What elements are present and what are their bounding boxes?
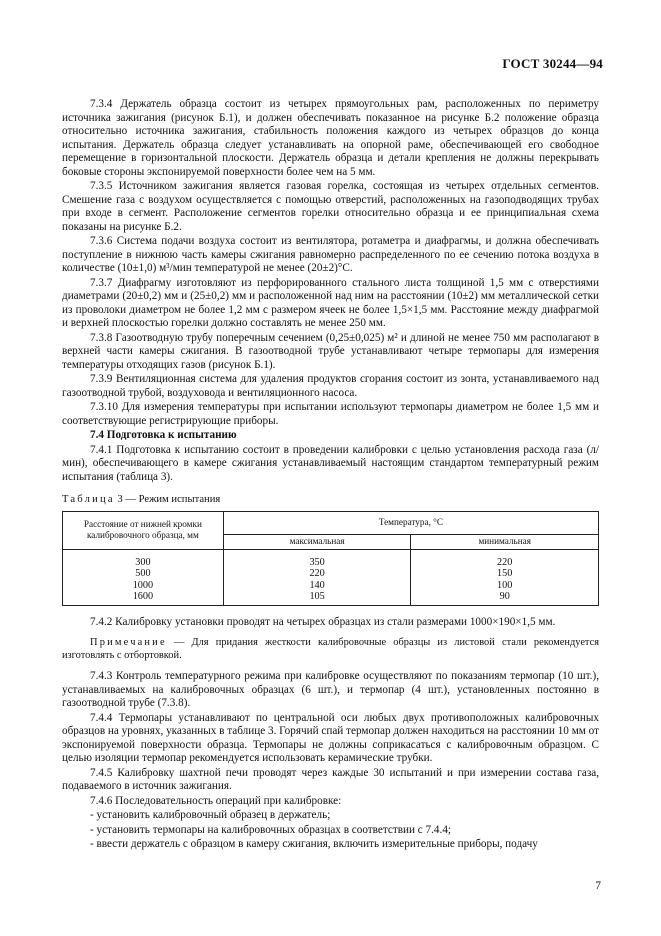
cell-distance: 1600 bbox=[63, 591, 224, 605]
paragraph-7-4-4: 7.4.4 Термопары устанавливают по центральной оси любых двух противоположных калибровочных образцов на уровнях, указанных в таблице 3. Горячий спай термопар должен находиться на расстоянии 10 мм от экспонируемой поверхности образца. Термопары не должны соприкасаться с калибровочным образцом. С целью изоляции термопар рекомендуется использовать керамические трубки. bbox=[62, 711, 599, 764]
paragraph-7-4-1: 7.4.1 Подготовка к испытанию состоит в проведении калибровки с целью установления расхода газа (л/мин), обеспечивающего в камере сжигания устанавливаемый настоящим стандартом температурный режим испытания (таблица 3). bbox=[62, 443, 599, 483]
cell-min: 100 bbox=[411, 580, 599, 592]
cell-min: 150 bbox=[411, 568, 599, 580]
list-item: - установить калибровочный образец в держатель; bbox=[90, 809, 331, 821]
test-mode-table bbox=[62, 511, 599, 606]
header-temperature: Температура, °С bbox=[223, 511, 598, 534]
cell-min: 220 bbox=[411, 549, 599, 568]
table-caption-word: Таблица bbox=[62, 494, 115, 505]
standard-code-header: ГОСТ 30244—94 bbox=[502, 56, 603, 71]
paragraph-7-3-8: 7.3.8 Газоотводную трубу поперечным сечением (0,25±0,025) м² и длиной не менее 750 мм располагают в верхней части камеры сжигания. В газоотводной трубе устанавливают четыре термопары для измерения температуры отходящих газов (рисунок Б.1). bbox=[62, 331, 599, 371]
note-text: — Для придания жесткости калибровочные образцы из листовой стали рекомендуется изготовлять с отбортовкой. bbox=[62, 637, 599, 661]
page-content bbox=[62, 98, 599, 853]
note-label: Примечание bbox=[90, 637, 167, 648]
header-max: максимальная bbox=[223, 534, 411, 549]
paragraph-7-3-4: 7.3.4 Держатель образца состоит из четырех прямоугольных рам, расположенных по периметру источника зажигания (рисунок Б.1), и должен обеспечивать показанное на рисунке Б.2 положение образца относительно источника зажигания, стабильность положения каждого из четырех образцов до конца испытания. Держатель образца следует устанавливать на опорной раме, обеспечивающей его свободное перемещение в горизонтальной плоскости. Держатель образца и детали крепления не должны перекрывать боковые стороны экспонируемой поверхности более чем на 5 мм. bbox=[62, 98, 599, 178]
paragraph-7-4-3: 7.4.3 Контроль температурного режима при калибровке осуществляют по показаниям термопар (10 шт.), устанавливаемых на калибровочных образцах (6 шт.), и термопар (4 шт.), установленных постоянно в газоотводной трубе (7.3.8). bbox=[62, 670, 599, 709]
table-row bbox=[63, 580, 599, 592]
table-caption-text: 3 — Режим испытания bbox=[117, 494, 221, 505]
header-distance: Расстояние от нижней кромки калибровочного образца, мм bbox=[63, 511, 224, 549]
list-item: - ввести держатель с образцом в камеру сжигания, включить измерительные приборы, подачу bbox=[90, 838, 538, 850]
table-row bbox=[63, 549, 599, 568]
header-min: минимальная bbox=[411, 534, 599, 549]
list-item: - установить термопары на калибровочных образцах в соответствии с 7.4.4; bbox=[90, 823, 452, 836]
cell-min: 90 bbox=[411, 591, 599, 605]
paragraph-7-4-6: 7.4.6 Последовательность операций при калибровке: bbox=[90, 794, 342, 807]
cell-distance: 300 bbox=[63, 549, 224, 568]
paragraph-7-3-9: 7.3.9 Вентиляционная система для удаления продуктов сгорания состоит из зонта, устанавливаемого над газоотводной трубой, воздуховода и вентиляционного насоса. bbox=[62, 373, 599, 399]
cell-max: 105 bbox=[223, 591, 411, 605]
paragraph-7-4-2: 7.4.2 Калибровку установки проводят на четырех образцах из стали размерами 1000×190×1,5 мм. bbox=[90, 615, 556, 628]
section-title-7-4: 7.4 Подготовка к испытанию bbox=[90, 429, 237, 441]
cell-max: 140 bbox=[223, 580, 411, 592]
paragraph-7-3-10: 7.3.10 Для измерения температуры при испытании используют термопары диаметром не более 1,5 мм и соответствующие регистрирующие приборы. bbox=[62, 401, 599, 427]
note bbox=[62, 637, 599, 662]
table-caption bbox=[62, 493, 599, 507]
paragraph-7-3-5: 7.3.5 Источником зажигания является газовая горелка, состоящая из четырех отдельных сегментов. Смешение газа с воздухом осуществляется с помощью отверстий, расположенных на газоподводящих трубах при входе в сегмент. Расположение сегментов горелки относительно образца и ее принципиальная схема показаны на рисунке Б.2. bbox=[62, 180, 599, 233]
paragraph-7-3-7: 7.3.7 Диафрагму изготовляют из перфорированного стального листа толщиной 1,5 мм с отверстиями диаметрами (20±0,2) мм и (25±0,2) мм и расположенной над ним на расстоянии (10±2) мм металлической сетки из проволоки диаметром не более 1,2 мм с размером ячеек не более 1,5×1,5 мм. Расстояние между диафрагмой и верхней плоскостью горелки должно составлять не менее 250 мм. bbox=[62, 276, 599, 329]
cell-distance: 1000 bbox=[63, 580, 224, 592]
cell-max: 350 bbox=[223, 549, 411, 568]
paragraph-7-4-5: 7.4.5 Калибровку шахтной печи проводят через каждые 30 испытаний и при измерении состава газа, подаваемого в источник зажигания. bbox=[62, 766, 599, 792]
table-row bbox=[63, 568, 599, 580]
table-row bbox=[63, 591, 599, 605]
paragraph-7-3-6: 7.3.6 Система подачи воздуха состоит из вентилятора, ротаметра и диафрагмы, и должна обеспечивать поступление в нижнюю часть камеры сжигания равномерно распределенного по ее сечению потока воздуха в количестве (10±1,0) м³/мин температурой не менее (20±2)°С. bbox=[62, 235, 599, 274]
cell-max: 220 bbox=[223, 568, 411, 580]
page-number: 7 bbox=[595, 880, 601, 892]
cell-distance: 500 bbox=[63, 568, 224, 580]
